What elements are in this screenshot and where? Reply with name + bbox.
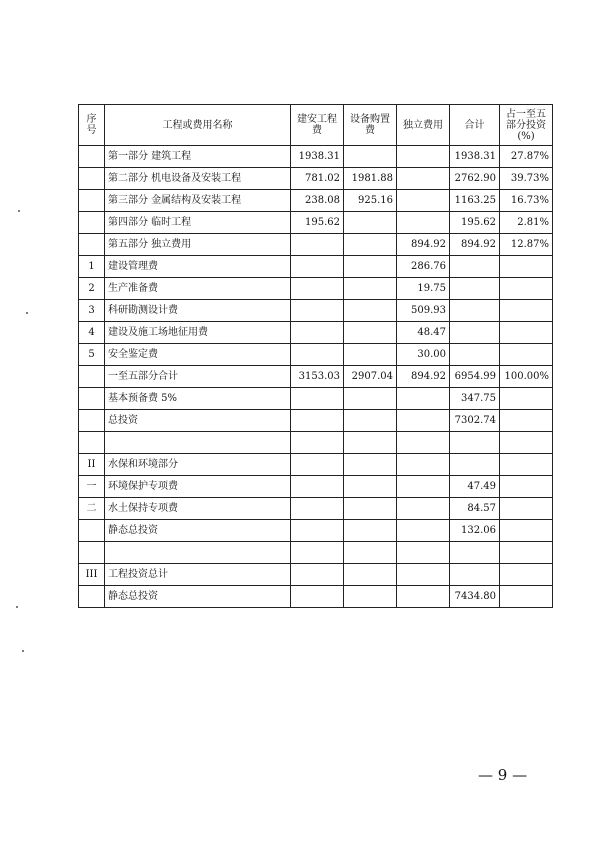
table-row (79, 586, 553, 608)
table-row (79, 344, 553, 366)
scan-speck (16, 606, 18, 608)
cell-share-percent (500, 454, 553, 476)
cell-item-name: 生产准备费 (105, 278, 291, 300)
cell-equipment-cost (344, 410, 397, 432)
cell-construction-cost (291, 388, 344, 410)
cell-construction-cost (291, 498, 344, 520)
cell-equipment-cost (344, 388, 397, 410)
cell-share-percent (500, 432, 553, 454)
table-row (79, 322, 553, 344)
table-row (79, 410, 553, 432)
cell-independent-cost (397, 542, 450, 564)
cell-item-name: 水保和环境部分 (105, 454, 291, 476)
cell-total: 7302.74 (450, 410, 500, 432)
cell-serial-number: 3 (79, 300, 105, 322)
cell-equipment-cost (344, 322, 397, 344)
cell-item-name: 安全鉴定费 (105, 344, 291, 366)
cell-serial-number: 2 (79, 278, 105, 300)
cell-serial-number (79, 586, 105, 608)
header-share-percent: 占一至五部分投资(%) (500, 105, 553, 146)
cell-total: 195.62 (450, 212, 500, 234)
cell-equipment-cost (344, 564, 397, 586)
cell-share-percent (500, 410, 553, 432)
cell-total: 84.57 (450, 498, 500, 520)
scan-speck (26, 312, 28, 314)
table-row (79, 168, 553, 190)
cell-independent-cost (397, 432, 450, 454)
cell-independent-cost: 894.92 (397, 366, 450, 388)
table-row (79, 234, 553, 256)
cell-serial-number (79, 212, 105, 234)
table-row (79, 520, 553, 542)
table-row (79, 278, 553, 300)
cell-item-name (105, 432, 291, 454)
cell-equipment-cost (344, 300, 397, 322)
cell-serial-number (79, 520, 105, 542)
cell-total (450, 322, 500, 344)
cell-construction-cost (291, 278, 344, 300)
cell-equipment-cost: 925.16 (344, 190, 397, 212)
cell-serial-number: III (79, 564, 105, 586)
cell-independent-cost: 30.00 (397, 344, 450, 366)
cell-item-name: 一至五部分合计 (105, 366, 291, 388)
cell-equipment-cost (344, 586, 397, 608)
cell-item-name: 工程投资总计 (105, 564, 291, 586)
cell-share-percent (500, 256, 553, 278)
cell-construction-cost (291, 432, 344, 454)
cell-independent-cost (397, 586, 450, 608)
cell-construction-cost (291, 300, 344, 322)
cell-independent-cost (397, 454, 450, 476)
cell-equipment-cost (344, 256, 397, 278)
cell-serial-number (79, 388, 105, 410)
cell-total (450, 256, 500, 278)
cell-share-percent: 100.00% (500, 366, 553, 388)
cell-construction-cost (291, 542, 344, 564)
cell-serial-number (79, 146, 105, 168)
header-equipment-cost: 设备购置费 (344, 105, 397, 146)
cell-share-percent (500, 564, 553, 586)
cell-share-percent (500, 542, 553, 564)
cell-construction-cost (291, 256, 344, 278)
cell-item-name: 第三部分 金属结构及安装工程 (105, 190, 291, 212)
cell-equipment-cost: 1981.88 (344, 168, 397, 190)
cell-serial-number (79, 432, 105, 454)
cell-serial-number: 5 (79, 344, 105, 366)
cell-serial-number: 二 (79, 498, 105, 520)
cell-total: 894.92 (450, 234, 500, 256)
cell-equipment-cost (344, 542, 397, 564)
cell-item-name: 第四部分 临时工程 (105, 212, 291, 234)
cell-share-percent: 12.87% (500, 234, 553, 256)
cell-share-percent (500, 586, 553, 608)
table-row (79, 212, 553, 234)
cell-equipment-cost (344, 476, 397, 498)
cell-total (450, 300, 500, 322)
header-item-name: 工程或费用名称 (105, 105, 291, 146)
cell-item-name: 建设管理费 (105, 256, 291, 278)
header-construction-cost: 建安工程费 (291, 105, 344, 146)
cell-equipment-cost (344, 454, 397, 476)
table-row (79, 498, 553, 520)
table-header-row (79, 105, 553, 146)
cell-construction-cost (291, 322, 344, 344)
cell-construction-cost: 195.62 (291, 212, 344, 234)
table-row (79, 564, 553, 586)
table-row (79, 454, 553, 476)
cell-equipment-cost (344, 146, 397, 168)
cell-construction-cost: 238.08 (291, 190, 344, 212)
cell-independent-cost (397, 212, 450, 234)
cell-equipment-cost (344, 344, 397, 366)
cell-equipment-cost (344, 432, 397, 454)
cell-construction-cost (291, 410, 344, 432)
cell-construction-cost (291, 476, 344, 498)
cell-independent-cost (397, 190, 450, 212)
cell-total (450, 344, 500, 366)
cell-item-name: 第五部分 独立费用 (105, 234, 291, 256)
table-row (79, 190, 553, 212)
cell-independent-cost (397, 564, 450, 586)
cell-construction-cost (291, 564, 344, 586)
cell-total (450, 564, 500, 586)
cell-construction-cost (291, 234, 344, 256)
cell-equipment-cost (344, 520, 397, 542)
cell-equipment-cost (344, 234, 397, 256)
cell-item-name: 科研勘测设计费 (105, 300, 291, 322)
scan-speck (22, 650, 24, 652)
cell-construction-cost (291, 344, 344, 366)
cell-total (450, 542, 500, 564)
cell-independent-cost: 509.93 (397, 300, 450, 322)
cell-construction-cost: 781.02 (291, 168, 344, 190)
cell-independent-cost (397, 498, 450, 520)
table-row (79, 388, 553, 410)
cell-share-percent: 27.87% (500, 146, 553, 168)
cell-independent-cost (397, 520, 450, 542)
cell-item-name: 建设及施工场地征用费 (105, 322, 291, 344)
cell-equipment-cost (344, 212, 397, 234)
table-row (79, 366, 553, 388)
table-row (79, 476, 553, 498)
cell-independent-cost: 894.92 (397, 234, 450, 256)
cell-total: 1163.25 (450, 190, 500, 212)
cell-total: 347.75 (450, 388, 500, 410)
cell-share-percent (500, 344, 553, 366)
table-row (79, 300, 553, 322)
header-total: 合计 (450, 105, 500, 146)
cell-independent-cost: 19.75 (397, 278, 450, 300)
cell-total: 6954.99 (450, 366, 500, 388)
cell-independent-cost: 48.47 (397, 322, 450, 344)
cell-item-name: 第二部分 机电设备及安装工程 (105, 168, 291, 190)
cell-total: 7434.80 (450, 586, 500, 608)
cell-serial-number: 1 (79, 256, 105, 278)
cell-item-name: 水土保持专项费 (105, 498, 291, 520)
table-row (79, 146, 553, 168)
cell-total: 1938.31 (450, 146, 500, 168)
cell-independent-cost (397, 476, 450, 498)
cell-serial-number: 4 (79, 322, 105, 344)
cell-total (450, 454, 500, 476)
cell-item-name: 基本预备费 5% (105, 388, 291, 410)
cell-serial-number (79, 366, 105, 388)
cell-item-name: 总投资 (105, 410, 291, 432)
cell-construction-cost (291, 520, 344, 542)
cell-item-name: 静态总投资 (105, 586, 291, 608)
cell-independent-cost (397, 388, 450, 410)
cell-share-percent (500, 300, 553, 322)
header-serial-number: 序号 (79, 105, 105, 146)
cell-share-percent (500, 278, 553, 300)
cell-share-percent (500, 322, 553, 344)
cell-item-name: 环境保护专项费 (105, 476, 291, 498)
cell-construction-cost: 3153.03 (291, 366, 344, 388)
cell-share-percent (500, 498, 553, 520)
cell-share-percent (500, 476, 553, 498)
cell-serial-number (79, 168, 105, 190)
cell-serial-number (79, 234, 105, 256)
cell-construction-cost: 1938.31 (291, 146, 344, 168)
table-row (79, 542, 553, 564)
page-number: — 9 — (478, 766, 528, 784)
table-row (79, 256, 553, 278)
investment-summary-table (78, 104, 553, 608)
cell-serial-number: 一 (79, 476, 105, 498)
cell-independent-cost (397, 168, 450, 190)
header-independent-cost: 独立费用 (397, 105, 450, 146)
cell-serial-number (79, 542, 105, 564)
cell-serial-number: II (79, 454, 105, 476)
cell-equipment-cost (344, 278, 397, 300)
cell-item-name (105, 542, 291, 564)
table-row (79, 432, 553, 454)
cell-total (450, 278, 500, 300)
cell-share-percent: 16.73% (500, 190, 553, 212)
cell-construction-cost (291, 586, 344, 608)
cell-serial-number (79, 190, 105, 212)
cell-independent-cost (397, 410, 450, 432)
cell-independent-cost (397, 146, 450, 168)
cell-independent-cost: 286.76 (397, 256, 450, 278)
cell-item-name: 第一部分 建筑工程 (105, 146, 291, 168)
cell-share-percent (500, 388, 553, 410)
cell-item-name: 静态总投资 (105, 520, 291, 542)
cell-share-percent: 39.73% (500, 168, 553, 190)
cell-total (450, 432, 500, 454)
cell-total: 2762.90 (450, 168, 500, 190)
cell-total: 47.49 (450, 476, 500, 498)
cell-total: 132.06 (450, 520, 500, 542)
cell-share-percent: 2.81% (500, 212, 553, 234)
cell-construction-cost (291, 454, 344, 476)
cell-equipment-cost: 2907.04 (344, 366, 397, 388)
cell-serial-number (79, 410, 105, 432)
cell-share-percent (500, 520, 553, 542)
cell-equipment-cost (344, 498, 397, 520)
scan-speck (18, 210, 20, 212)
